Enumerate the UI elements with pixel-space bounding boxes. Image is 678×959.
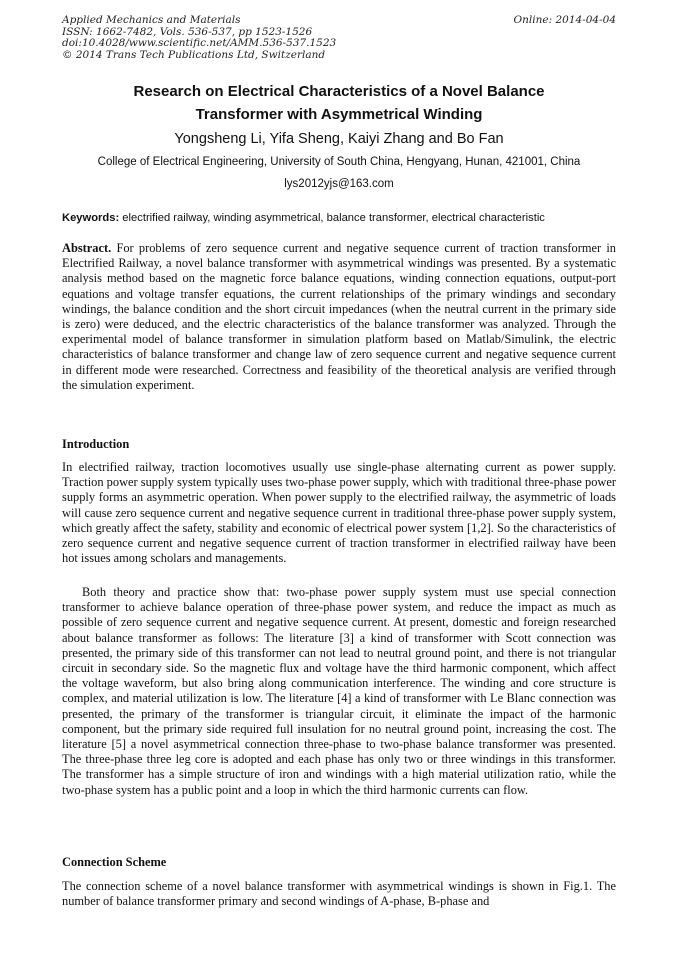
author-list: Yongsheng Li, Yifa Sheng, Kaiyi Zhang and Bo Fan (174, 131, 504, 147)
title-line-1: Research on Electrical Characteristics of a Novel Balance (133, 83, 545, 100)
doi-line: doi:10.4028/www.scientific.net/AMM.536-537.1523 (62, 37, 337, 49)
section-heading-connection-scheme: Connection Scheme (62, 855, 167, 869)
paper-title (62, 80, 616, 126)
intro-paragraph-1: In electrified railway, traction locomotives usually use single-phase alternating current as power supply. Traction power supply system typically uses two-phase power supply, which with traditional three-phase power supply forms an asymmetric operation. When power supply to the electrified railway, the asymmetric of loads will cause zero sequence current and negative sequence current in traditional three-phase power supply system, which greatly affect the safety, stability and economic of electrical power system [1,2]. So the characteristics of zero sequence current and negative sequence current of traction transformer in electrified railway have been hot issues among scholars and managements. (62, 460, 616, 566)
section-heading-introduction: Introduction (62, 437, 130, 451)
keywords (62, 211, 616, 226)
journal-name: Applied Mechanics and Materials (62, 14, 241, 26)
keywords-text: electrified railway, winding asymmetrical, balance transformer, electrical characteristic (119, 212, 545, 224)
copyright-line: © 2014 Trans Tech Publications Ltd, Switzerland (62, 48, 326, 61)
connection-paragraph-1: The connection scheme of a novel balance transformer with asymmetrical windings is shown in Fig.1. The number of balance transformer primary and second windings of A-phase, B-phase and (62, 879, 616, 909)
intro-paragraph-2: Both theory and practice show that: two-phase power supply system must use special connection transformer to achieve balance operation of three-phase power system, and reduce the impact as much as possible of zero sequence current and negative sequence current. At present, domestic and foreign researched about balance transformer as follows: The literature [3] a kind of transformer with Scott connection was presented, the primary side of this transformer can not lead to neutral ground point, and there is not triangular circuit in secondary side. So the magnetic flux and voltage have the third harmonic component, which affect the voltage waveform, but also bring along communication interference. The winding and core structure is complex, and material utilization is low. The literature [4] a kind of transformer with Le Blanc connection was presented, the primary of the transformer is triangular circuit, it eliminate the impact of the harmonic component, but the primary side required full insulation for no neutral ground point, increasing the cost. The literature [5] a novel asymmetrical connection three-phase to two-phase balance transformer was presented. The three-phase three leg core is adopted and each phase has only two or three windings in this transformer. The transformer has a simple structure of iron and windings with a high material utilization ratio, while the two-phase system has a public point and a loop in which the third harmonic currents can flow. (62, 585, 616, 797)
abstract (62, 241, 616, 393)
author-email: lys2012yjs@163.com (284, 178, 394, 190)
journal-header (62, 15, 616, 61)
title-line-2: Transformer with Asymmetrical Winding (195, 106, 483, 123)
issn-line: ISSN: 1662-7482, Vols. 536-537, pp 1523-1526 (62, 25, 313, 38)
online-date: Online: 2014-04-04 (513, 14, 616, 26)
abstract-text: For problems of zero sequence current and negative sequence current of traction transformer in Electrified Railway, a novel balance transformer with asymmetrical windings was presented. By a systematic analysis method based on the magnetic force balance equations, winding connection equations, output-port equations and voltage transfer equations, the current relationships of the primary windings and secondary windings, the balance condition and the short circuit impedances (when the neutral current in the primary side is zero) were deduced, and the electric characteristics of the balance transformer was analyzed. Through the experimental model of balance transformer in simulation platform based on Matlab/Simulink, the electric characteristics of balance transformer and change law of zero sequence current and negative sequence current in different mode were researched. Correctness and feasibility of the theoretical analysis are verified through the simulation experiment. (62, 241, 616, 392)
affiliation: College of Electrical Engineering, University of South China, Hengyang, Hunan, 421001, China (97, 156, 581, 168)
keywords-label: Keywords: (62, 212, 120, 224)
abstract-label: Abstract. (62, 241, 112, 255)
